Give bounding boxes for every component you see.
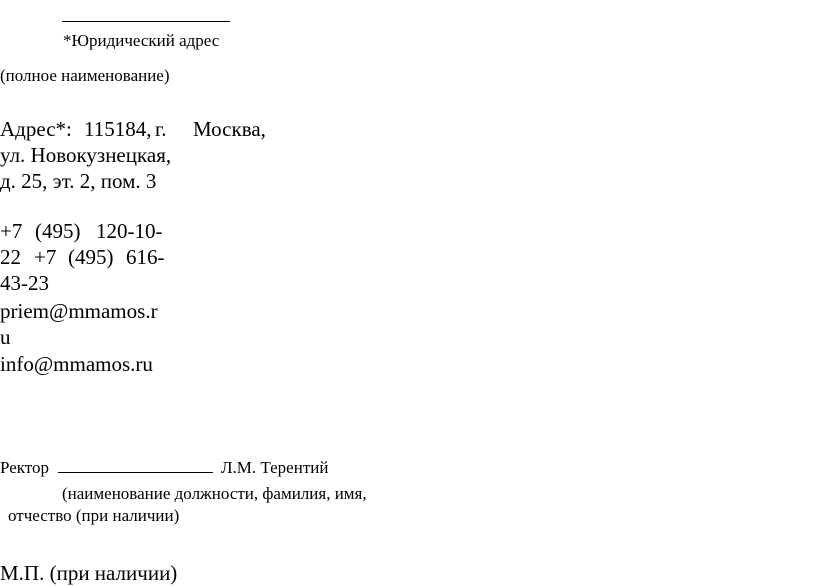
seal-note: М.П. (при наличии)	[0, 561, 178, 585]
address-street: ул. Новокузнецкая,	[0, 143, 172, 167]
email-priem-part2: u	[0, 325, 11, 349]
phone-line-2-part: (495)	[68, 245, 114, 269]
phone-line-1-part: +7	[0, 219, 23, 243]
legal-address-label: *Юридический адрес	[63, 31, 220, 50]
phone-line-2-part: 22	[0, 245, 21, 269]
full-name-hint: (полное наименование)	[0, 66, 170, 85]
phone-line-1-part: 120-10-	[96, 219, 163, 243]
address-line-1	[0, 116, 266, 142]
phone-line-2	[0, 244, 165, 270]
signatory-position: Ректор	[0, 458, 50, 477]
signature-hint-line-2: отчество (при наличии)	[8, 506, 180, 525]
top-underline	[62, 21, 230, 22]
address-city-prefix: г.	[155, 117, 167, 141]
phone-line-2-part: +7	[34, 245, 57, 269]
email-info: info@mmamos.ru	[0, 352, 153, 376]
address-building: д. 25, эт. 2, пом. 3	[0, 169, 157, 193]
email-priem-part1: priem@mmamos.r	[0, 299, 158, 323]
phone-line-3: 43-23	[0, 271, 49, 295]
address-postcode: 115184,	[84, 117, 152, 141]
signature-line	[58, 472, 213, 473]
signature-hint-line-1: (наименование должности, фамилия, имя,	[62, 484, 367, 503]
phone-line-1	[0, 218, 163, 244]
address-label: Адрес*:	[0, 117, 72, 141]
signatory-name: Л.М. Терентий	[221, 458, 329, 477]
address-city: Москва,	[193, 117, 266, 141]
phone-line-1-part: (495)	[35, 219, 81, 243]
phone-line-2-part: 616-	[126, 245, 165, 269]
